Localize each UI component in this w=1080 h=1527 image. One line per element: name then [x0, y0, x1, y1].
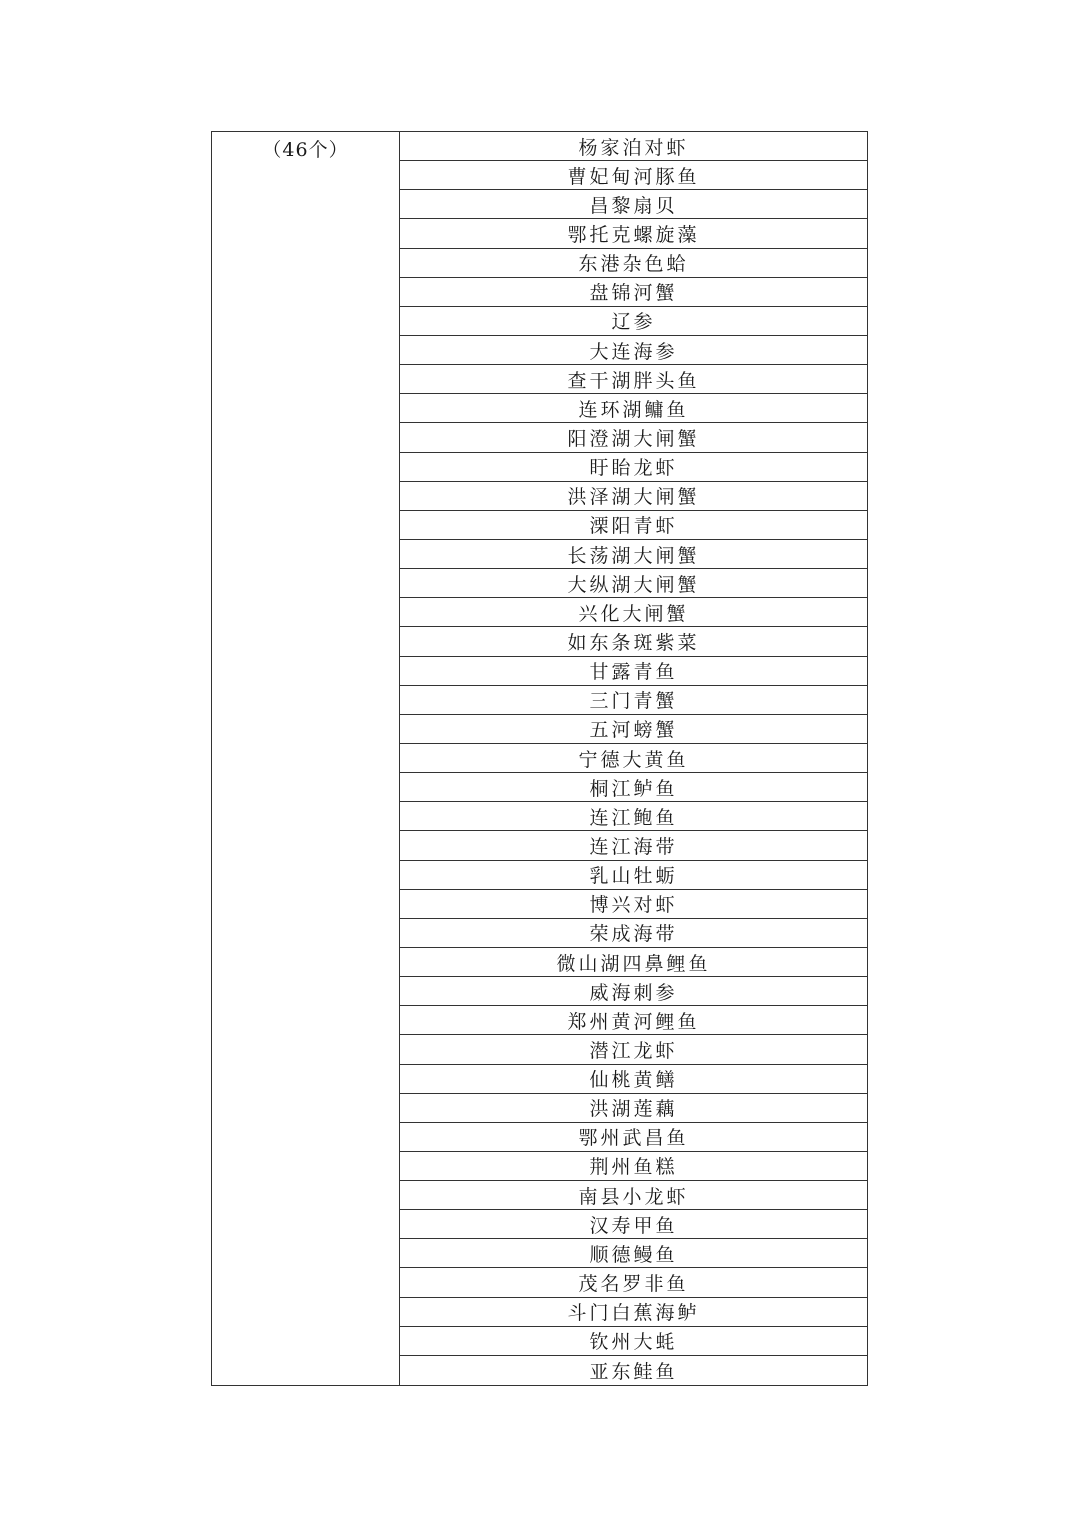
product-list	[400, 132, 867, 1385]
table-row: 汉寿甲鱼	[400, 1210, 867, 1239]
table-row: 盱眙龙虾	[400, 453, 867, 482]
table-row: 微山湖四鼻鲤鱼	[400, 948, 867, 977]
product-table	[211, 131, 868, 1386]
table-row: 威海刺参	[400, 977, 867, 1006]
table-row: 五河螃蟹	[400, 715, 867, 744]
table-row: 洪泽湖大闸蟹	[400, 482, 867, 511]
table-row: 宁德大黄鱼	[400, 744, 867, 773]
table-row: 连江鲍鱼	[400, 802, 867, 831]
table-row: 荣成海带	[400, 919, 867, 948]
table-row: 郑州黄河鲤鱼	[400, 1006, 867, 1035]
table-row: 潜江龙虾	[400, 1035, 867, 1064]
table-row: 兴化大闸蟹	[400, 598, 867, 627]
table-row: 大连海参	[400, 336, 867, 365]
table-row: 桐江鲈鱼	[400, 773, 867, 802]
table-row: 乳山牡蛎	[400, 861, 867, 890]
table-row: 连环湖鳙鱼	[400, 394, 867, 423]
table-row: 亚东鲑鱼	[589, 1360, 678, 1383]
table-row: 钦州大蚝	[400, 1327, 867, 1356]
table-row: 大纵湖大闸蟹	[400, 569, 867, 598]
category-count: （46个）	[262, 139, 349, 161]
table-row: 昌黎扇贝	[400, 190, 867, 219]
table-row: 连江海带	[400, 831, 867, 860]
table-row: 长荡湖大闸蟹	[400, 540, 867, 569]
table-row: 甘露青鱼	[400, 657, 867, 686]
table-row: 博兴对虾	[400, 890, 867, 919]
table-row: 阳澄湖大闸蟹	[400, 423, 867, 452]
table-row: 鄂州武昌鱼	[400, 1123, 867, 1152]
table-row: 查干湖胖头鱼	[400, 365, 867, 394]
table-row: 荆州鱼糕	[400, 1152, 867, 1181]
table-row: 南县小龙虾	[400, 1181, 867, 1210]
table-row: 仙桃黄鳝	[400, 1065, 867, 1094]
table-row: 三门青蟹	[400, 686, 867, 715]
table-row: 东港杂色蛤	[400, 249, 867, 278]
table-row: 盘锦河蟹	[400, 278, 867, 307]
table-row: 辽参	[400, 307, 867, 336]
table-row: 溧阳青虾	[400, 511, 867, 540]
table-row: 如东条斑紫菜	[400, 627, 867, 656]
table-row: 茂名罗非鱼	[400, 1268, 867, 1297]
category-cell	[212, 132, 400, 1385]
table-row: 曹妃甸河豚鱼	[400, 161, 867, 190]
table-row: 鄂托克螺旋藻	[400, 219, 867, 248]
table-row: 洪湖莲藕	[400, 1094, 867, 1123]
table-row: 杨家泊对虾	[400, 132, 867, 161]
table-row: 顺德鳗鱼	[400, 1239, 867, 1268]
table-row: 斗门白蕉海鲈	[400, 1298, 867, 1327]
